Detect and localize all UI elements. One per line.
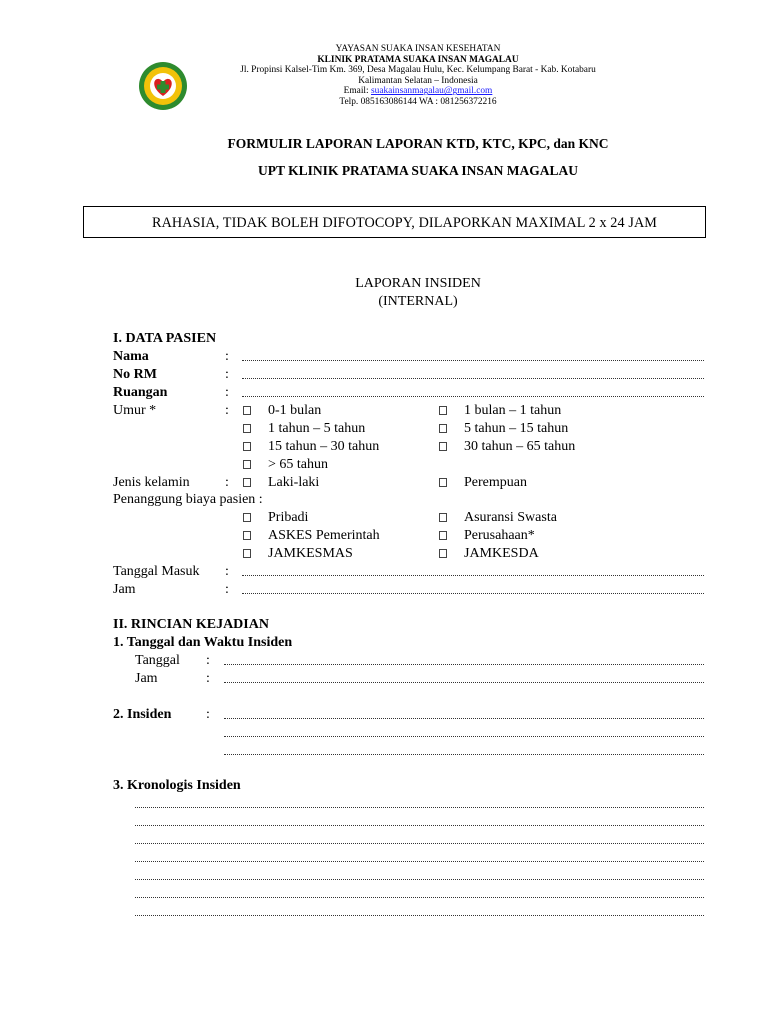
age-5-15-tahun-checkbox[interactable] [439,424,447,433]
payer-pribadi-checkbox[interactable] [243,513,251,522]
kronologis-field-line[interactable] [135,843,704,844]
kronologis-field-line[interactable] [135,807,704,808]
age-1-bulan-1-tahun-checkbox[interactable] [439,406,447,415]
gender-laki-laki-checkbox[interactable] [243,478,251,487]
confidential-notice: RAHASIA, TIDAK BOLEH DIFOTOCOPY, DILAPORKAN MAXIMAL 2 x 24 JAM [152,215,658,231]
age-option-label: 30 tahun – 65 tahun [464,439,576,454]
colon: : [225,349,229,364]
payer-askes-pemerintah-checkbox[interactable] [243,531,251,540]
clinic-name: KLINIK PRATAMA SUAKA INSAN MAGALAU [317,54,519,65]
kronologis-insiden-heading: 3. Kronologis Insiden [113,778,241,793]
payer-option-label: ASKES Pemerintah [268,528,380,543]
payer-option-label: Pribadi [268,510,309,525]
insiden-heading: 2. Insiden [113,707,172,722]
colon: : [206,671,210,686]
colon: : [225,582,229,597]
tanggal-masuk-label: Tanggal Masuk [113,564,200,579]
clinic-address: Jl. Propinsi Kalsel-Tim Km. 369, Desa Magalau Hulu, Kec. Kelumpang Barat - Kab. Kotabaru [240,65,596,76]
payer-option-label: Perusahaan* [464,528,535,543]
letterhead [200,44,636,108]
kronologis-field-line[interactable] [135,915,704,916]
no-rm-label: No RM [113,367,157,382]
payer-jamkesmas-checkbox[interactable] [243,549,251,558]
colon: : [225,564,229,579]
payer-option-label: Asuransi Swasta [464,510,557,525]
age-option-label: > 65 tahun [268,457,328,472]
age-option-label: 0-1 bulan [268,403,322,418]
ruangan-field[interactable] [242,396,704,397]
insiden-jam-label: Jam [135,671,158,686]
clinic-logo-icon [137,60,189,112]
age-0-1-bulan-checkbox[interactable] [243,406,251,415]
age-option-label: 1 tahun – 5 tahun [268,421,366,436]
age-1-5-tahun-checkbox[interactable] [243,424,251,433]
gender-perempuan-checkbox[interactable] [439,478,447,487]
jam-field[interactable] [242,593,704,594]
form-subtitle: UPT KLINIK PRATAMA SUAKA INSAN MAGALAU [258,163,578,178]
clinic-email-line [200,86,636,97]
payer-option-label: JAMKESMAS [268,546,353,561]
age-option-label: 1 bulan – 1 tahun [464,403,562,418]
email-link[interactable]: suakainsanmagalau@gmail.com [370,86,493,97]
insiden-tanggal-field[interactable] [224,664,704,665]
foundation-name: YAYASAN SUAKA INSAN KESEHATAN [335,44,501,54]
kronologis-field-line[interactable] [135,897,704,898]
kronologis-field-line[interactable] [135,861,704,862]
nama-label: Nama [113,349,149,364]
insiden-jam-field[interactable] [224,682,704,683]
section-rincian-kejadian-heading: II. RINCIAN KEJADIAN [113,617,269,632]
payer-option-label: JAMKESDA [464,546,539,561]
colon: : [206,653,210,668]
ruangan-label: Ruangan [113,385,168,400]
no-rm-field[interactable] [242,378,704,379]
jam-label: Jam [113,582,136,597]
payer-jamkesda-checkbox[interactable] [439,549,447,558]
penanggung-biaya-label: Penanggung biaya pasien : [113,492,263,507]
gender-option-label: Laki-laki [268,475,320,490]
colon: : [225,385,229,400]
payer-asuransi-swasta-checkbox[interactable] [439,513,447,522]
jenis-kelamin-label: Jenis kelamin [113,475,190,490]
email-label: Email: [343,86,371,97]
colon: : [225,475,229,490]
insiden-field-line[interactable] [224,718,704,719]
age-option-label: 15 tahun – 30 tahun [268,439,380,454]
kronologis-field-line[interactable] [135,825,704,826]
umur-label: Umur * [113,403,157,418]
insiden-field-line[interactable] [224,754,704,755]
gender-option-label: Perempuan [464,475,527,490]
kronologis-field-line[interactable] [135,879,704,880]
insiden-tanggal-label: Tanggal [135,653,180,668]
insiden-field-line[interactable] [224,736,704,737]
form-title: FORMULIR LAPORAN LAPORAN KTD, KTC, KPC, dan KNC [227,136,609,151]
age-15-30-tahun-checkbox[interactable] [243,442,251,451]
clinic-phone: Telp. 085163086144 WA : 081256372216 [339,96,497,107]
age-option-label: 5 tahun – 15 tahun [464,421,569,436]
colon: : [206,707,210,722]
colon: : [225,367,229,382]
payer-perusahaan-checkbox[interactable] [439,531,447,540]
confidential-notice-box [83,206,706,238]
colon: : [225,403,229,418]
clinic-region: Kalimantan Selatan – Indonesia [358,75,478,86]
report-subtitle: (INTERNAL) [378,294,458,309]
tanggal-masuk-field[interactable] [242,575,704,576]
report-title: LAPORAN INSIDEN [355,276,481,291]
age-30-65-tahun-checkbox[interactable] [439,442,447,451]
age-over-65-tahun-checkbox[interactable] [243,460,251,469]
nama-field[interactable] [242,360,704,361]
tanggal-waktu-insiden-heading: 1. Tanggal dan Waktu Insiden [113,635,293,650]
section-data-pasien-heading: I. DATA PASIEN [113,331,217,346]
